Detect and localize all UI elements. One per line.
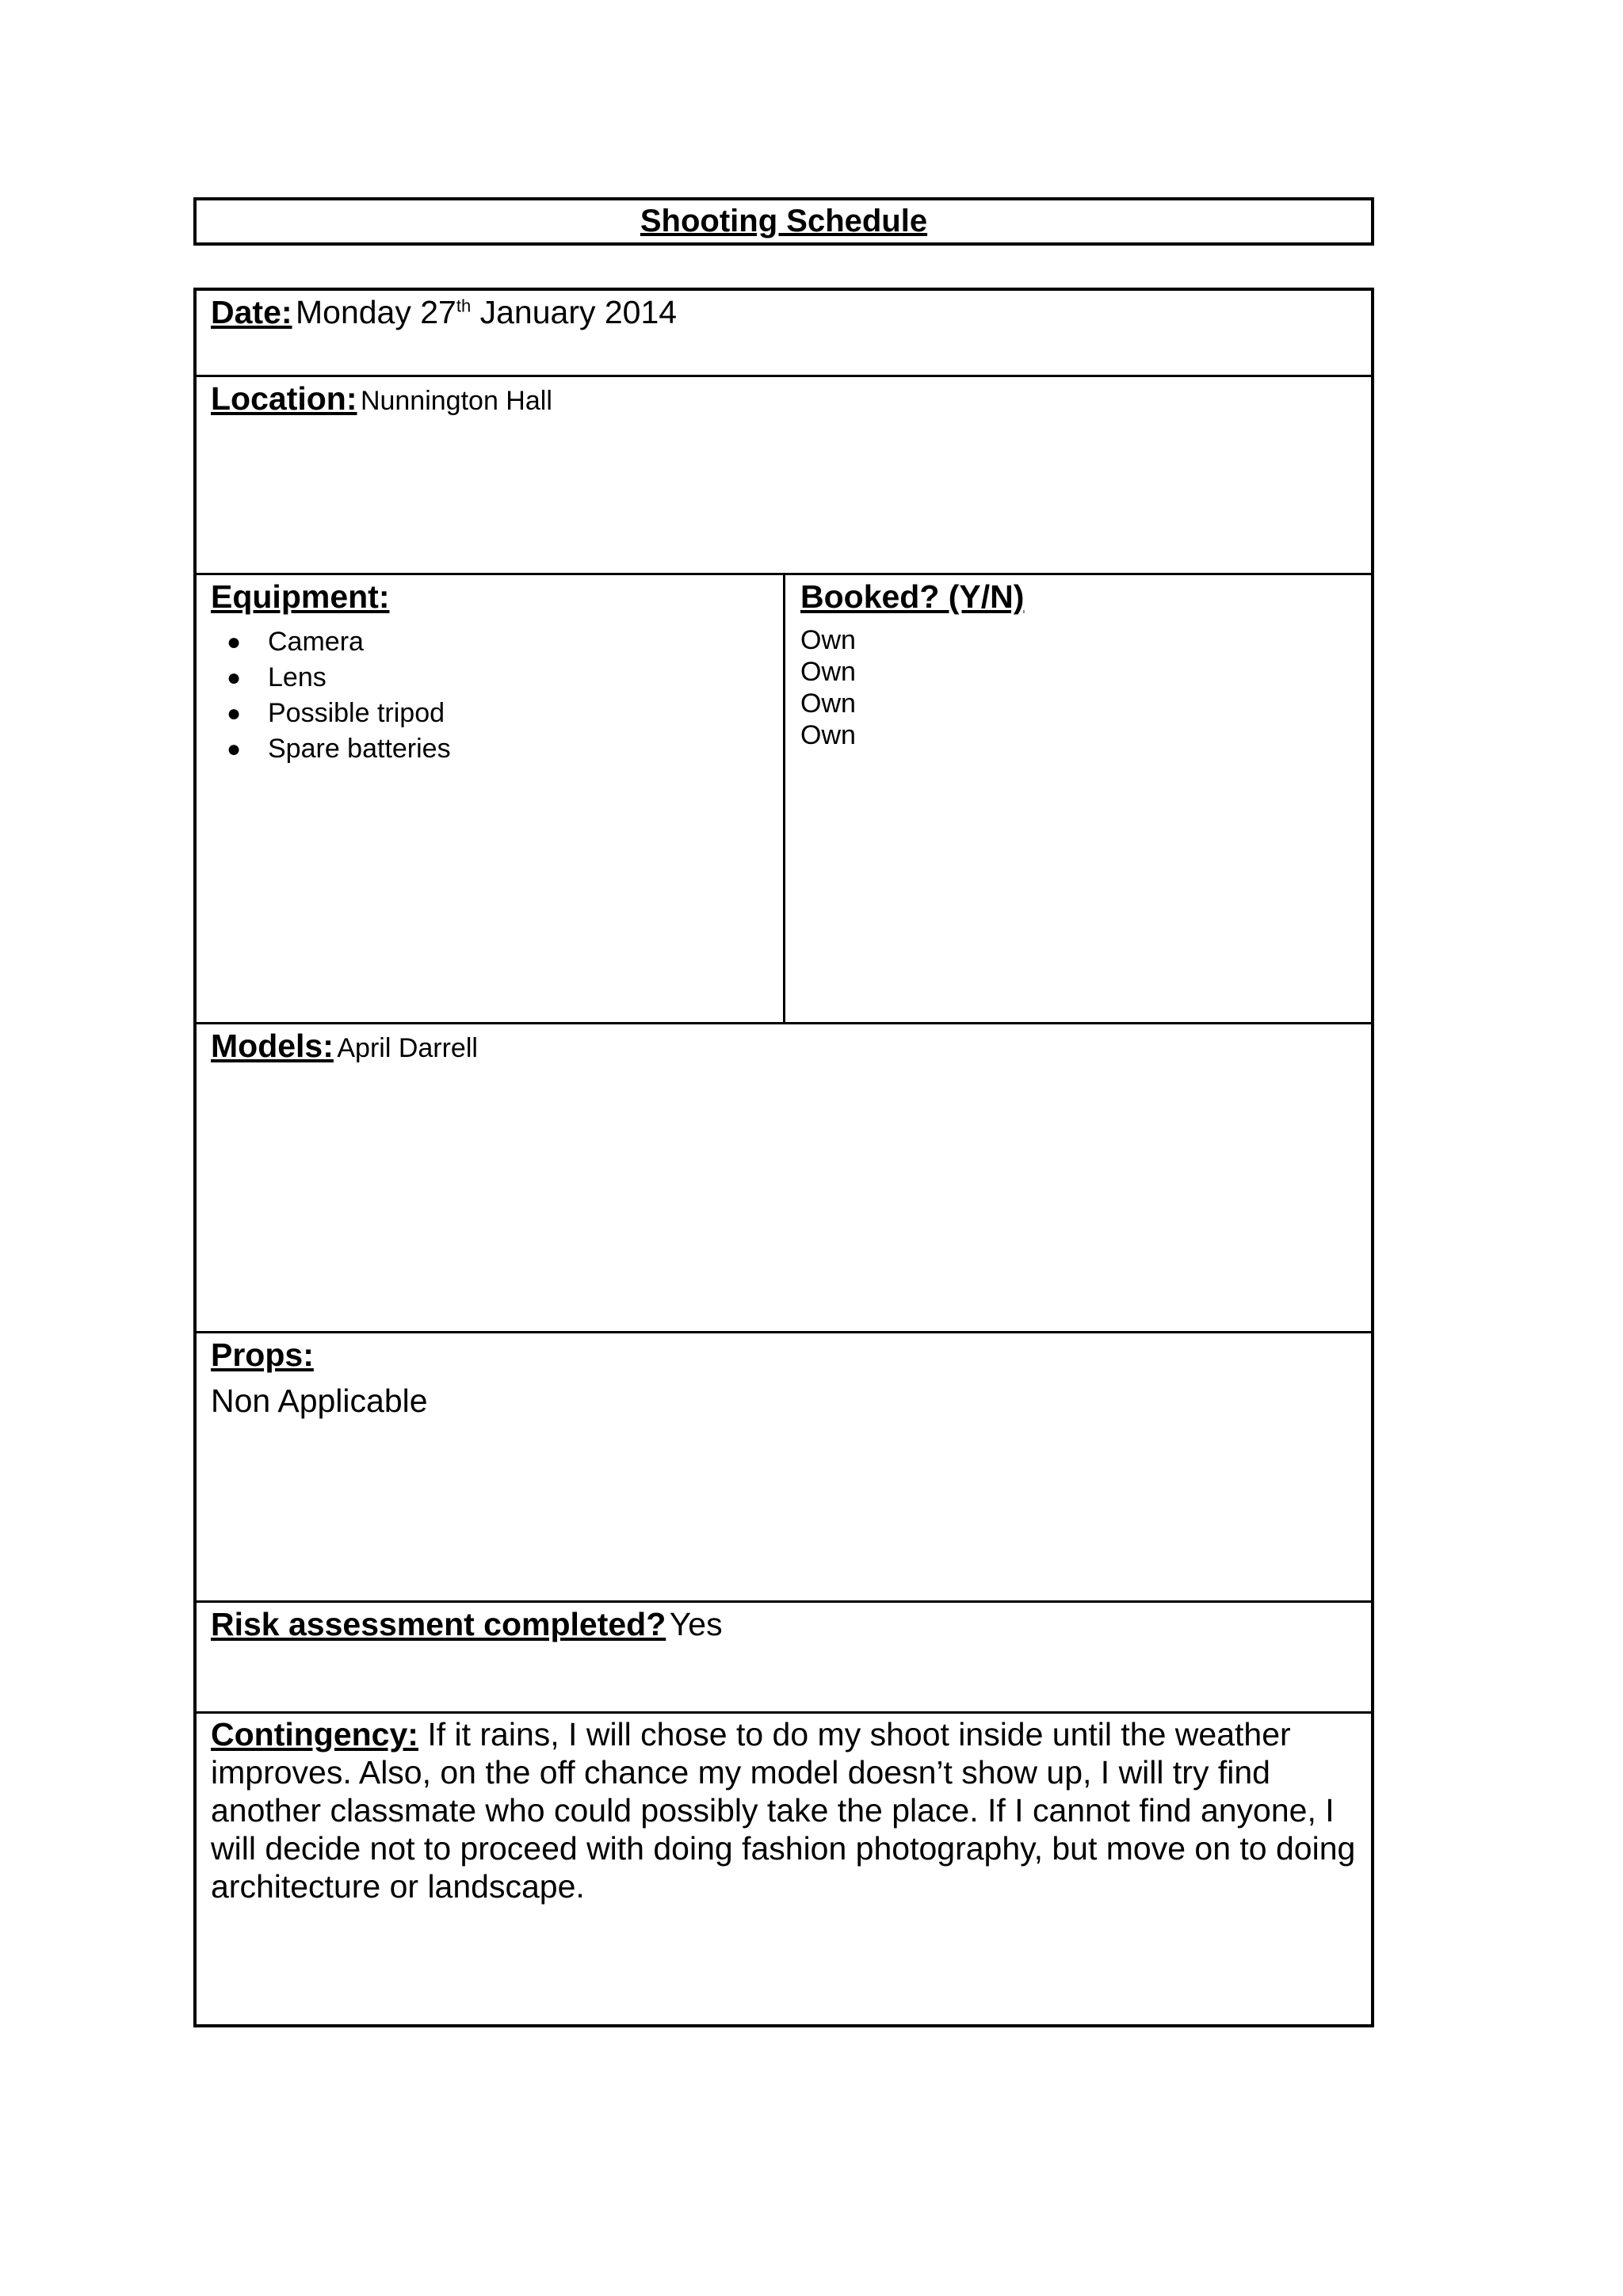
booked-value: Own <box>800 688 856 719</box>
equipment-column <box>211 575 773 767</box>
bullet-icon: ● <box>227 629 242 655</box>
props-value: Non Applicable <box>211 1383 428 1419</box>
equipment-label: Equipment: <box>211 578 390 615</box>
booked-value: Own <box>800 625 856 655</box>
date-rest: January 2014 <box>479 294 678 330</box>
risk-value: Yes <box>669 1606 723 1642</box>
date-value <box>296 294 677 330</box>
title-box <box>193 197 1374 246</box>
equipment-item: ● Camera <box>268 624 773 660</box>
booked-label: Booked? (Y/N) <box>800 578 1025 615</box>
models-row <box>197 1022 1371 1331</box>
date-day: Monday 27 <box>295 294 456 330</box>
location-label: Location: <box>211 380 357 417</box>
contingency-text <box>211 1714 1357 1905</box>
date-suffix: th <box>456 296 472 316</box>
equipment-item: ● Spare batteries <box>268 731 773 767</box>
equipment-list <box>211 624 773 767</box>
risk-label: Risk assessment completed? <box>211 1606 666 1642</box>
booked-value: Own <box>800 657 856 687</box>
location-row <box>197 375 1371 573</box>
date-label: Date: <box>211 294 292 330</box>
date-row <box>197 291 1371 376</box>
props-label: Props: <box>211 1337 314 1373</box>
contingency-value: If it rains, I will chose to do my shoot inside until the weather improves. Also, on the off chance my model doesn’t show up, I will try find another classmate who could possibly take the place. If I cannot find anyone, I will decide not to proceed with doing fashion photography, but move on to doing architecture or landscape. <box>211 1716 1356 1905</box>
equipment-row <box>197 573 1371 1022</box>
column-divider <box>783 575 785 1022</box>
bullet-icon: ● <box>227 665 242 691</box>
risk-row <box>197 1600 1371 1711</box>
props-row <box>197 1331 1371 1600</box>
schedule-form <box>193 288 1374 2027</box>
contingency-row <box>197 1711 1371 2024</box>
bullet-icon: ● <box>227 736 242 762</box>
equipment-item: ● Lens <box>268 660 773 696</box>
page-title: Shooting Schedule <box>640 204 928 238</box>
bullet-icon: ● <box>227 700 242 727</box>
location-value: Nunnington Hall <box>360 386 552 416</box>
equipment-item: ● Possible tripod <box>268 696 773 731</box>
models-value: April Darrell <box>337 1033 478 1063</box>
booked-column <box>800 575 1355 751</box>
booked-value: Own <box>800 720 856 750</box>
contingency-label: Contingency: <box>211 1716 418 1753</box>
models-label: Models: <box>211 1028 334 1064</box>
